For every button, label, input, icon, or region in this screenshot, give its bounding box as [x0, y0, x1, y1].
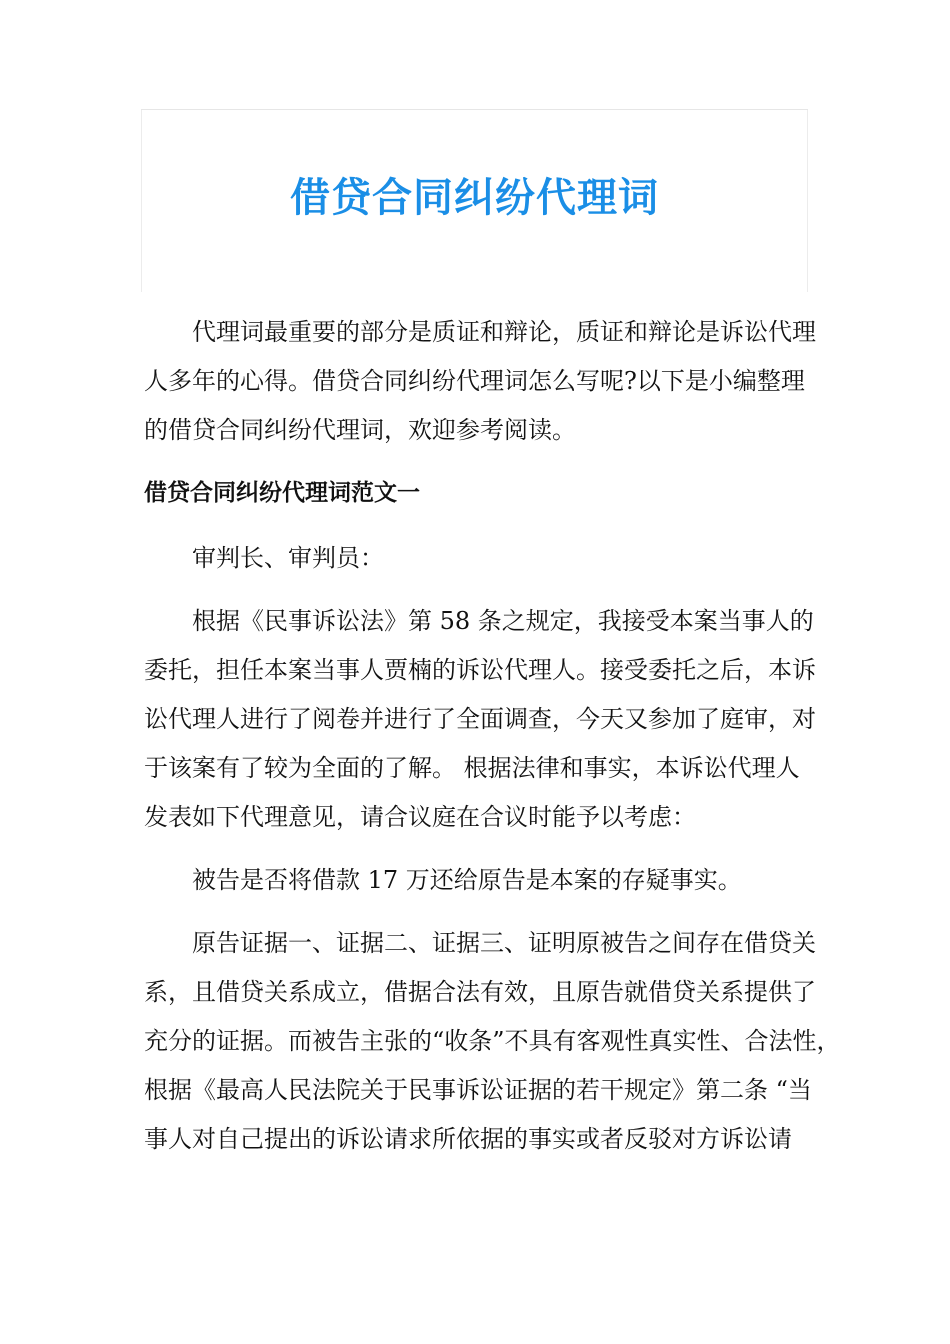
intro-line: 代理词最重要的部分是质证和辩论，质证和辩论是诉讼代理 [192, 318, 816, 346]
salutation: 审判长、审判员： [192, 544, 384, 572]
paragraph-line: 讼代理人进行了阅卷并进行了全面调查，今天又参加了庭审，对 [144, 705, 816, 733]
intro-line: 人多年的心得。借贷合同纠纷代理词怎么写呢?以下是小编整理 [144, 367, 805, 395]
paragraph-line: 发表如下代理意见，请合议庭在合议时能予以考虑： [144, 803, 696, 831]
section-heading: 借贷合同纠纷代理词范文一 [144, 480, 420, 506]
document-title: 借贷合同纠纷代理词 [290, 175, 659, 221]
paragraph-line: 根据《最高人民法院关于民事诉讼证据的若干规定》第二条 “当 [144, 1076, 812, 1104]
paragraph-line: 事人对自己提出的诉讼请求所依据的事实或者反驳对方诉讼请 [144, 1125, 792, 1153]
title-box [141, 109, 808, 292]
paragraph-line: 系，且借贷关系成立，借据合法有效，且原告就借贷关系提供了 [144, 978, 816, 1006]
paragraph-line: 于该案有了较为全面的了解。 根据法律和事实，本诉讼代理人 [144, 754, 800, 782]
paragraph-2: 被告是否将借款 17 万还给原告是本案的存疑事实。 [192, 866, 742, 894]
intro-line: 的借贷合同纠纷代理词，欢迎参考阅读。 [144, 416, 576, 444]
paragraph-3 [144, 919, 841, 1164]
paragraph-line: 根据《民事诉讼法》第 58 条之规定，我接受本案当事人的 [192, 607, 814, 635]
intro-paragraph [144, 308, 814, 455]
paragraph-line: 充分的证据。而被告主张的“收条”不具有客观性真实性、合法性， [144, 1027, 841, 1055]
document-body [144, 308, 841, 1178]
paragraph-1 [144, 597, 814, 842]
paragraph-line: 原告证据一、证据二、证据三、证明原被告之间存在借贷关 [192, 929, 816, 957]
paragraph-line: 委托，担任本案当事人贾楠的诉讼代理人。接受委托之后，本诉 [144, 656, 816, 684]
